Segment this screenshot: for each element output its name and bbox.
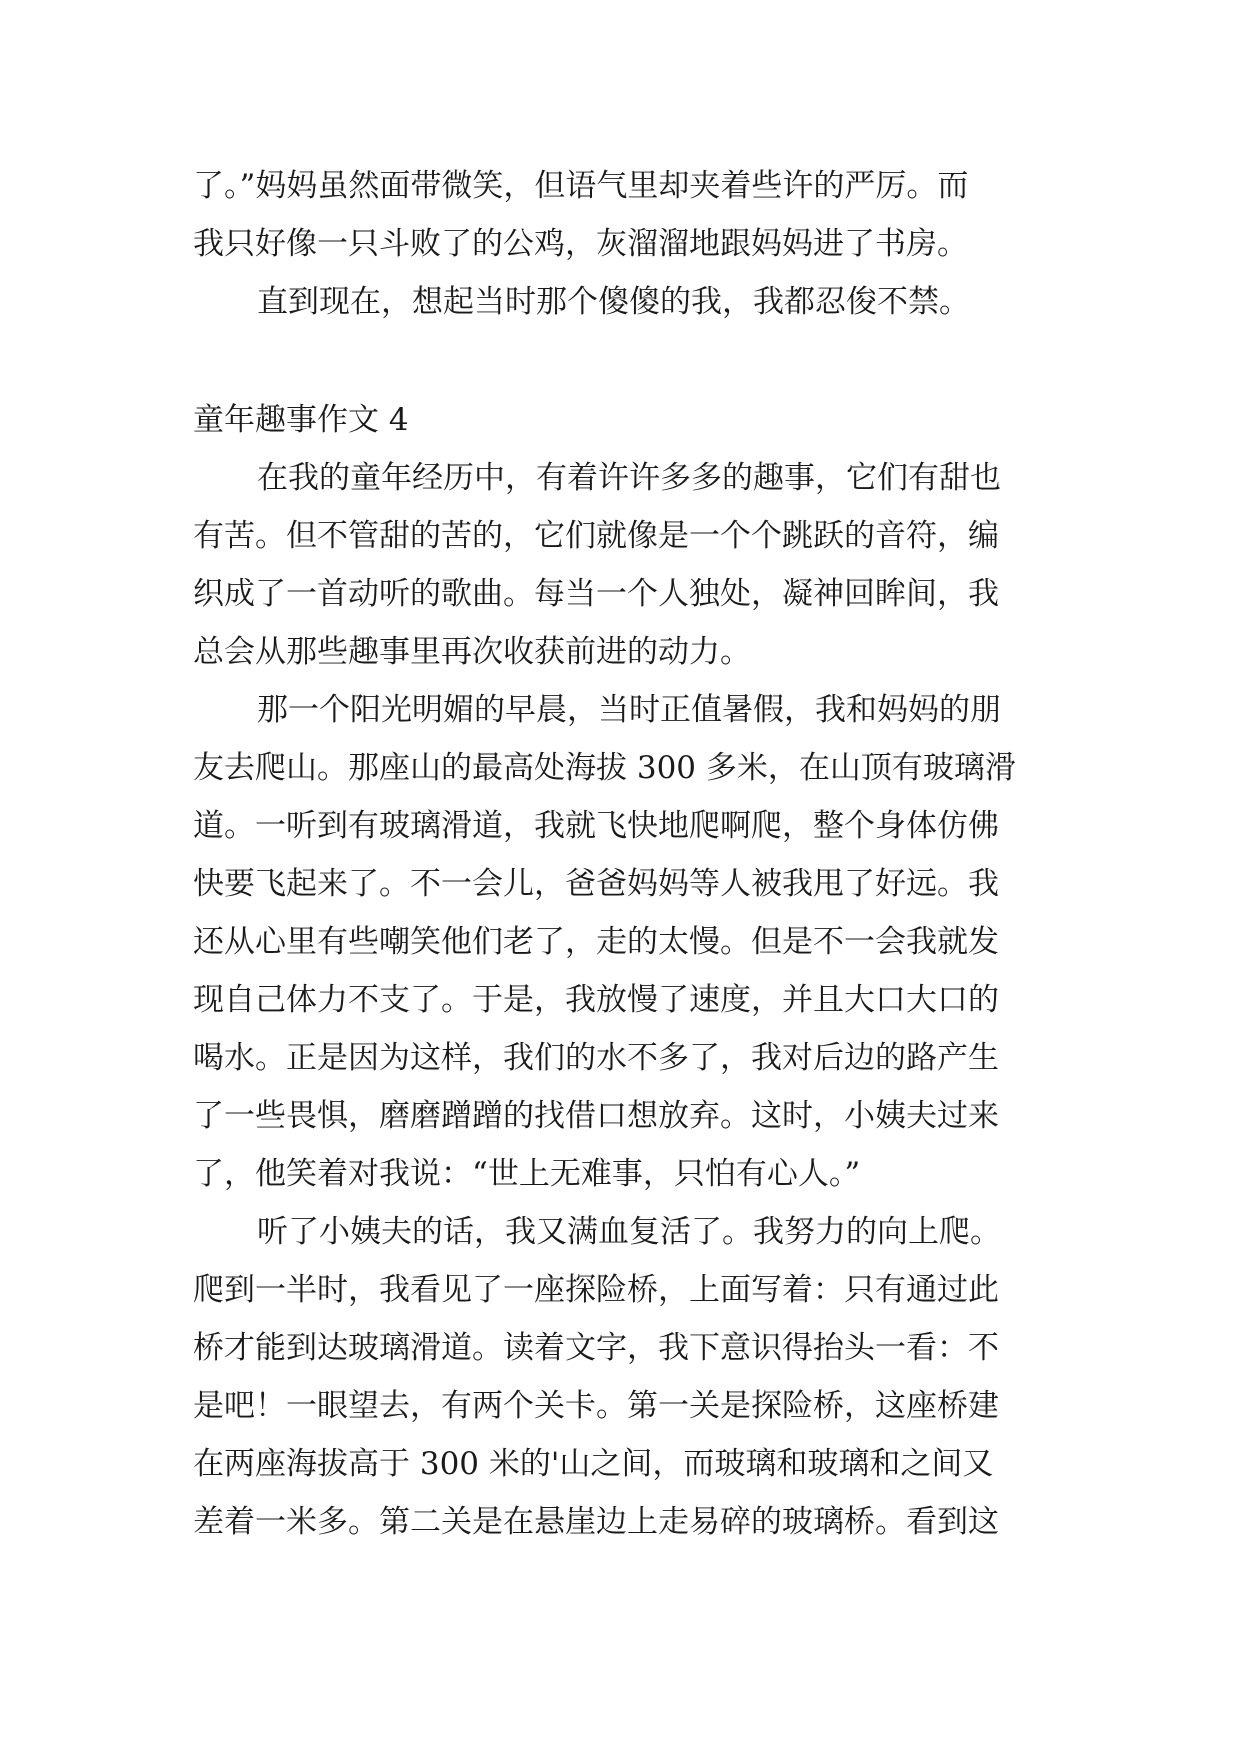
section-heading: 童年趣事作文 4 bbox=[193, 402, 409, 438]
text-line: 还从心里有些嘲笑他们老了，走的太慢。但是不一会我就发 bbox=[193, 924, 999, 960]
text-line: 听了小姨夫的话，我又满血复活了。我努力的向上爬。 bbox=[257, 1214, 1001, 1250]
text-line: 在两座海拔高于 300 米的'山之间，而玻璃和玻璃和之间又 bbox=[193, 1446, 994, 1482]
text-line: 爬到一半时，我看见了一座探险桥，上面写着：只有通过此 bbox=[193, 1272, 999, 1308]
text-line: 有苦。但不管甜的苦的，它们就像是一个个跳跃的音符，编 bbox=[193, 518, 999, 554]
text-line: 那一个阳光明媚的早晨，当时正值暑假，我和妈妈的朋 bbox=[257, 692, 1001, 728]
text-line: 道。一听到有玻璃滑道，我就飞快地爬啊爬，整个身体仿佛 bbox=[193, 808, 999, 844]
text-line: 差着一米多。第二关是在悬崖边上走易碎的玻璃桥。看到这 bbox=[193, 1504, 999, 1540]
text-line: 是吧！一眼望去，有两个关卡。第一关是探险桥，这座桥建 bbox=[193, 1388, 999, 1424]
text-line: 了。”妈妈虽然面带微笑，但语气里却夹着些许的严厉。而 bbox=[193, 168, 969, 204]
text-line: 我只好像一只斗败了的公鸡，灰溜溜地跟妈妈进了书房。 bbox=[193, 226, 968, 262]
text-line: 了，他笑着对我说：“世上无难事，只怕有心人。” bbox=[193, 1156, 861, 1192]
text-line: 喝水。正是因为这样，我们的水不多了，我对后边的路产生 bbox=[193, 1040, 999, 1076]
text-line: 在我的童年经历中，有着许许多多的趣事，它们有甜也 bbox=[257, 460, 1001, 496]
text-line: 快要飞起来了。不一会儿，爸爸妈妈等人被我甩了好远。我 bbox=[193, 866, 999, 902]
text-line: 友去爬山。那座山的最高处海拔 300 多米，在山顶有玻璃滑 bbox=[193, 750, 1016, 786]
text-line: 总会从那些趣事里再次收获前进的动力。 bbox=[193, 634, 751, 670]
text-line: 了一些畏惧，磨磨蹭蹭的找借口想放弃。这时，小姨夫过来 bbox=[193, 1098, 999, 1134]
text-line: 直到现在，想起当时那个傻傻的我，我都忍俊不禁。 bbox=[257, 284, 970, 320]
text-line: 现自己体力不支了。于是，我放慢了速度，并且大口大口的 bbox=[193, 982, 999, 1018]
text-line: 桥才能到达玻璃滑道。读着文字，我下意识得抬头一看：不 bbox=[193, 1330, 999, 1366]
text-line: 织成了一首动听的歌曲。每当一个人独处，凝神回眸间，我 bbox=[193, 576, 999, 612]
